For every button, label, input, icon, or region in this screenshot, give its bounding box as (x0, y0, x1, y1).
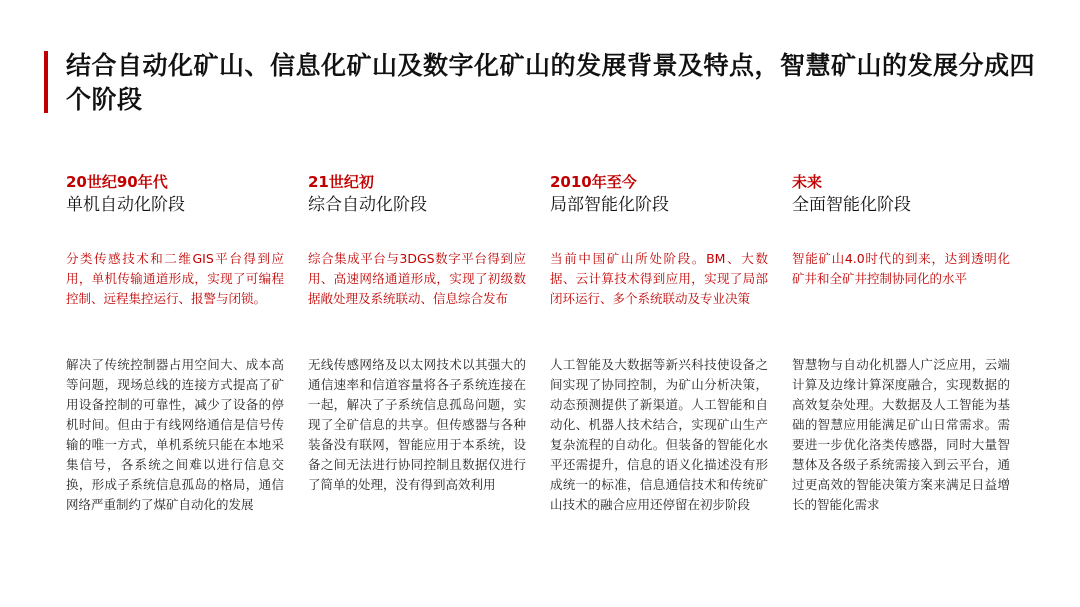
stage-era: 未来 (792, 173, 823, 191)
stage-detail: 智慧物与自动化机器人广泛应用，云端计算及边缘计算深度融合，实现数据的高效复杂处理。大数据及人工智能为基础的智慧应用能满足矿山日常需求。需要进一步优化洛类传感器，同时大量智慧体及各级子系统需接入到云平台，通过更高效的智能决策方案来满足日益增长的智能化需求 (792, 357, 1010, 512)
stage-column-3 (550, 171, 768, 512)
stage-name: 全面智能化阶段 (792, 195, 911, 215)
page-title: 结合自动化矿山、信息化矿山及数字化矿山的发展背景及特点，智慧矿山的发展分成四个阶段 (66, 51, 1036, 114)
stage-column-4 (792, 171, 1010, 512)
stage-name: 单机自动化阶段 (66, 195, 185, 215)
stage-era: 20世纪90年代 (66, 173, 168, 191)
stage-name: 综合自动化阶段 (308, 195, 427, 215)
stage-detail: 解决了传统控制器占用空间大、成本高等问题，现场总线的连接方式提高了矿用设备控制的可靠性，减少了设备的停机时间。但由于有线网络通信是信号传输的唯一方式，单机系统只能在本地采集信号，各系统之间难以进行信息交换，形成子系统信息孤岛的格局，通信网络严重制约了煤矿自动化的发展 (66, 357, 284, 512)
stage-column-2 (308, 171, 526, 492)
stage-summary: 当前中国矿山所处阶段。BM、大数据、云计算技术得到应用，实现了局部闭环运行、多个系统联动及专业决策 (550, 251, 768, 306)
stage-summary: 智能矿山4.0时代的到来，达到透明化矿井和全矿井控制协同化的水平 (792, 251, 1010, 286)
stage-detail: 人工智能及大数据等新兴科技使设备之间实现了协同控制，为矿山分析决策，动态预测提供了新渠道。人工智能和自动化、机器人技术结合，实现矿山生产复杂流程的自动化。但装备的智能化水平还需提升，信息的语义化描述没有形成统一的标准，信息通信技术和传统矿山技术的融合应用还停留在初步阶段 (550, 357, 768, 512)
stage-era: 2010年至今 (550, 173, 637, 191)
stage-column-1 (66, 171, 284, 512)
stage-detail: 无线传感网络及以太网技术以其强大的通信速率和信道容量将各子系统连接在一起，解决了子系统信息孤岛问题，实现了全矿信息的共享。但传感器与各种装备没有联网，智能应用于本系统，设备之间无法进行协同控制且数据仅进行了简单的处理，没有得到高效利用 (308, 357, 526, 492)
stage-era: 21世纪初 (308, 173, 374, 191)
stage-summary: 分类传感技术和二维GIS平台得到应用，单机传输通道形成，实现了可编程控制、远程集控运行、报警与闭锁。 (66, 251, 284, 306)
stage-name: 局部智能化阶段 (550, 195, 669, 215)
stage-summary: 综合集成平台与3DGS数字平台得到应用、高速网络通道形成，实现了初级数据敞处理及系统联动、信息综合发布 (308, 251, 526, 306)
title-accent-bar (44, 51, 48, 113)
